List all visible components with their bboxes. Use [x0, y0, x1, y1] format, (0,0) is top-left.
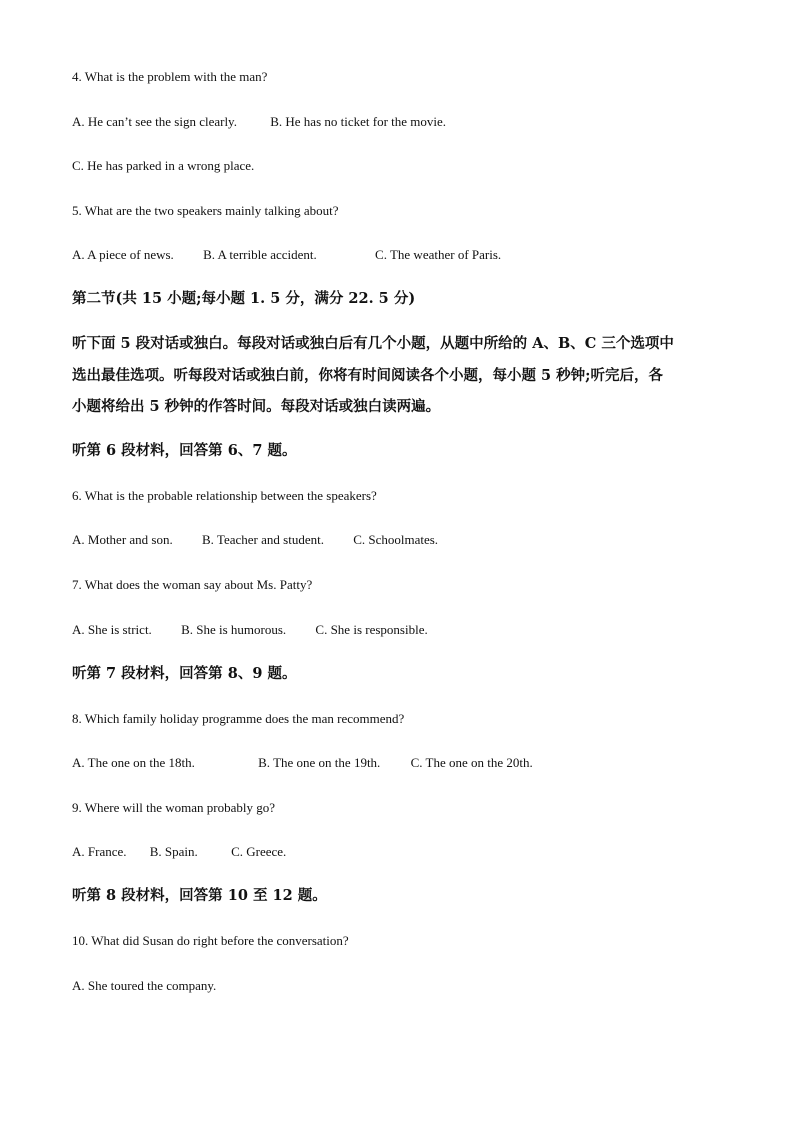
section-2-instructions-line-2: 选出最佳选项。听每段对话或独白前，你将有时间阅读各个小题，每小题 5 秒钟;听完后，各	[72, 367, 664, 384]
q6-option-b: B. Teacher and student.	[202, 532, 324, 547]
question-9-options	[72, 844, 286, 860]
question-6: 6. What is the probable relationship between the speakers?	[72, 488, 377, 503]
q8-option-b: B. The one on the 19th.	[258, 755, 381, 770]
q5-option-a: A. A piece of news.	[72, 247, 174, 262]
q9-option-a: A. France.	[72, 844, 127, 859]
material-8-heading: 听第 8 段材料，回答第 10 至 12 题。	[72, 887, 327, 904]
question-10: 10. What did Susan do right before the conversation?	[72, 933, 349, 948]
q7-option-c: C. She is responsible.	[315, 622, 428, 637]
q6-option-a: A. Mother and son.	[72, 532, 173, 547]
q9-option-c: C. Greece.	[231, 844, 287, 859]
material-7-heading: 听第 7 段材料，回答第 8、9 题。	[72, 665, 297, 682]
question-5-options	[72, 247, 501, 263]
q4-option-a: A. He can’t see the sign clearly.	[72, 114, 237, 129]
question-4-options	[72, 114, 446, 130]
question-7-options	[72, 622, 428, 638]
q8-option-c: C. The one on the 20th.	[410, 755, 533, 770]
q4-option-b: B. He has no ticket for the movie.	[270, 114, 447, 129]
question-8-options	[72, 755, 533, 771]
q7-option-b: B. She is humorous.	[181, 622, 287, 637]
question-4: 4. What is the problem with the man?	[72, 69, 268, 84]
question-5: 5. What are the two speakers mainly talking about?	[72, 203, 339, 218]
q10-option-a: A. She toured the company.	[72, 978, 217, 993]
q5-option-b: B. A terrible accident.	[203, 247, 317, 262]
q5-option-c: C. The weather of Paris.	[375, 247, 502, 262]
question-7: 7. What does the woman say about Ms. Patty?	[72, 577, 313, 592]
material-6-heading: 听第 6 段材料，回答第 6、7 题。	[72, 442, 297, 459]
q9-option-b: B. Spain.	[149, 844, 198, 859]
q7-option-a: A. She is strict.	[72, 622, 152, 637]
question-6-options	[72, 532, 438, 548]
q4-option-c: C. He has parked in a wrong place.	[72, 158, 255, 173]
section-2-instructions-line-3: 小题将给出 5 秒钟的作答时间。每段对话或独白读两遍。	[72, 398, 441, 415]
q8-option-a: A. The one on the 18th.	[72, 755, 195, 770]
section-2-title: 第二节(共 15 小题;每小题 1. 5 分，满分 22. 5 分)	[72, 290, 416, 307]
question-8: 8. Which family holiday programme does the man recommend?	[72, 711, 405, 726]
question-9: 9. Where will the woman probably go?	[72, 800, 276, 815]
q6-option-c: C. Schoolmates.	[353, 532, 439, 547]
section-2-instructions-line-1: 听下面 5 段对话或独白。每段对话或独白后有几个小题，从题中所给的 A、B、C 三个选项中	[72, 335, 674, 352]
